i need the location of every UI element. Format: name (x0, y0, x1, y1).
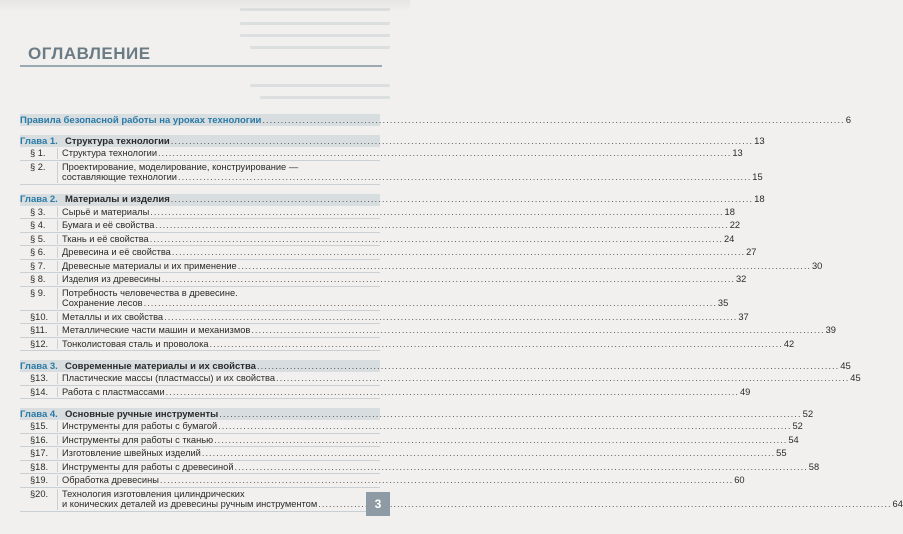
section-number: §13. (20, 373, 58, 384)
rules-title: Правила безопасной работы на уроках технологии (20, 114, 262, 126)
section-page: 24 (724, 233, 735, 244)
toc-section-row[interactable] (20, 206, 735, 220)
toc-section-row[interactable] (20, 273, 747, 287)
chapter-title: Материалы и изделия (65, 194, 170, 205)
section-title: Металлические части машин и механизмов (62, 325, 251, 335)
section-number: § 7. (20, 261, 58, 272)
section-number: §20. (20, 489, 58, 510)
chapter-label: Глава 1. (20, 135, 58, 147)
section-page: 18 (724, 206, 735, 217)
toc-section-row[interactable] (20, 488, 903, 512)
leader-dots (218, 421, 791, 432)
section-title: Обработка древесины (62, 475, 159, 485)
section-title-line: Потребность человечества в древесине. (62, 287, 238, 298)
toc-section-row[interactable] (20, 447, 787, 461)
chapter-page: 45 (840, 360, 851, 372)
bleed-through-line (250, 84, 390, 87)
title-underline (20, 65, 382, 67)
bleed-through-line (240, 22, 390, 25)
toc-chapter-row[interactable] (20, 408, 814, 420)
section-number: §10. (20, 312, 58, 323)
spacer (20, 126, 380, 135)
section-number: § 2. (20, 162, 58, 183)
bleed-through-line (260, 96, 390, 99)
leader-dots (164, 312, 737, 323)
chapter-page: 13 (754, 135, 765, 147)
toc-section-row[interactable] (20, 219, 741, 233)
leader-dots (158, 148, 731, 159)
section-number: § 6. (20, 247, 58, 258)
section-number: § 4. (20, 220, 58, 231)
toc-section-row[interactable] (20, 386, 751, 400)
section-number: §12. (20, 339, 58, 350)
section-title: Инструменты для работы с бумагой (62, 421, 218, 431)
bleed-through-line (240, 34, 390, 37)
section-page: 32 (736, 274, 747, 284)
chapter-title: Структура технологии (65, 135, 170, 147)
section-page: 13 (732, 148, 743, 158)
leader-dots (219, 409, 801, 420)
leader-dots (171, 194, 753, 205)
chapter-label: Глава 3. (20, 360, 58, 372)
section-number: § 9. (20, 288, 58, 309)
section-title: Изделия из древесины (62, 274, 161, 284)
page-number-badge: 3 (366, 492, 390, 516)
chapter-page: 52 (802, 408, 814, 420)
section-title-line: Проектирование, моделирование, конструирование — (62, 161, 299, 172)
toc-section-row[interactable] (20, 338, 795, 352)
leader-dots (257, 361, 839, 372)
section-page: 64 (892, 499, 903, 509)
leader-dots (318, 499, 891, 510)
spacer (20, 185, 380, 194)
toc-section-row[interactable] (20, 461, 820, 475)
section-page: 15 (752, 172, 763, 182)
section-title: Бумага и её свойства (62, 220, 155, 230)
section-page: 58 (808, 461, 820, 472)
section-title: Инструменты для работы с древесиной (62, 461, 234, 472)
leader-dots (238, 261, 811, 272)
chapter-title: Современные материалы и их свойства (65, 360, 256, 372)
section-number: §16. (20, 435, 58, 446)
leader-dots (214, 435, 787, 446)
section-page: 39 (825, 325, 836, 335)
toc-section-row[interactable] (20, 474, 745, 488)
leader-dots (155, 220, 728, 231)
section-title: Работа с пластмассами (62, 386, 165, 397)
section-title: Сырьё и материалы (62, 206, 150, 217)
section-number: § 5. (20, 234, 58, 245)
leader-dots (160, 475, 733, 486)
toc-chapter-row[interactable] (20, 194, 765, 206)
section-number: § 8. (20, 274, 58, 285)
section-title: Пластические массы (пластмассы) и их свойства (62, 373, 275, 383)
leader-dots (150, 207, 723, 218)
section-page: 27 (746, 247, 757, 257)
toc-rules-row[interactable] (20, 114, 851, 126)
table-of-contents (20, 114, 903, 512)
chapter-title: Основные ручные инструменты (65, 408, 219, 420)
leader-dots (172, 247, 745, 258)
toc-section-row[interactable] (20, 161, 763, 185)
leader-dots (150, 234, 723, 245)
toc-section-row[interactable] (20, 147, 743, 161)
section-page: 35 (717, 298, 729, 308)
toc-section-row[interactable] (20, 260, 823, 274)
leader-dots (166, 387, 739, 398)
section-title: Древесные материалы и их применение (62, 260, 237, 271)
section-number: §11. (20, 325, 58, 336)
section-number: §14. (20, 387, 58, 398)
section-number: §17. (20, 448, 58, 459)
toc-section-row[interactable] (20, 233, 735, 247)
toc-section-row[interactable] (20, 372, 861, 386)
leader-dots (162, 274, 735, 285)
section-number: § 3. (20, 207, 58, 218)
spacer (20, 399, 380, 408)
section-title: Металлы и их свойства (62, 311, 164, 322)
section-page: 60 (734, 475, 745, 485)
section-title-line: и конических деталей из древесины ручным инструментом (62, 499, 318, 509)
section-page: 49 (739, 386, 751, 397)
section-title: Структура технологии (62, 148, 158, 158)
section-page: 30 (812, 260, 823, 271)
section-title: Изготовление швейных изделий (62, 448, 201, 458)
section-page: 52 (792, 421, 803, 431)
leader-dots (210, 339, 783, 350)
bleed-through-line (240, 8, 390, 11)
leader-dots (144, 298, 717, 309)
section-title-line: Технология изготовления цилиндрических (62, 488, 245, 499)
section-page: 54 (788, 434, 799, 445)
leader-dots (262, 115, 844, 126)
rules-page: 6 (845, 114, 851, 126)
section-title: Тонколистовая сталь и проволока (62, 338, 209, 349)
spacer (20, 351, 380, 360)
leader-dots (251, 325, 824, 336)
chapter-page: 18 (754, 194, 765, 205)
chapter-label: Глава 2. (20, 194, 58, 205)
section-number: §18. (20, 462, 58, 473)
section-number: §15. (20, 421, 58, 432)
section-number: §19. (20, 475, 58, 486)
toc-section-row[interactable] (20, 324, 836, 338)
page-title: ОГЛАВЛЕНИЕ (28, 44, 151, 63)
toc-section-row[interactable] (20, 434, 799, 448)
section-page: 42 (783, 338, 795, 349)
leader-dots (276, 373, 849, 384)
toc-section-row[interactable] (20, 246, 757, 260)
leader-dots (202, 448, 775, 459)
toc-section-row[interactable] (20, 420, 803, 434)
section-page: 55 (776, 448, 787, 458)
section-title: Древесина и её свойства (62, 247, 171, 257)
leader-dots (235, 462, 808, 473)
bleed-through-line (250, 46, 390, 49)
section-title-line: составляющие технологии (62, 172, 177, 182)
toc-chapter-row[interactable] (20, 360, 851, 372)
toc-section-row[interactable] (20, 311, 749, 325)
section-title-line: Сохранение лесов (62, 298, 143, 308)
chapter-label: Глава 4. (20, 408, 58, 420)
leader-dots (178, 172, 751, 183)
section-page: 22 (729, 220, 741, 230)
section-title: Инструменты для работы с тканью (62, 434, 214, 445)
section-title: Ткань и её свойства (62, 233, 149, 244)
section-page: 37 (738, 311, 749, 322)
toc-section-row[interactable] (20, 287, 729, 311)
section-page: 45 (850, 373, 861, 383)
toc-chapter-row[interactable] (20, 135, 765, 147)
section-number: § 1. (20, 148, 58, 159)
leader-dots (171, 136, 753, 147)
